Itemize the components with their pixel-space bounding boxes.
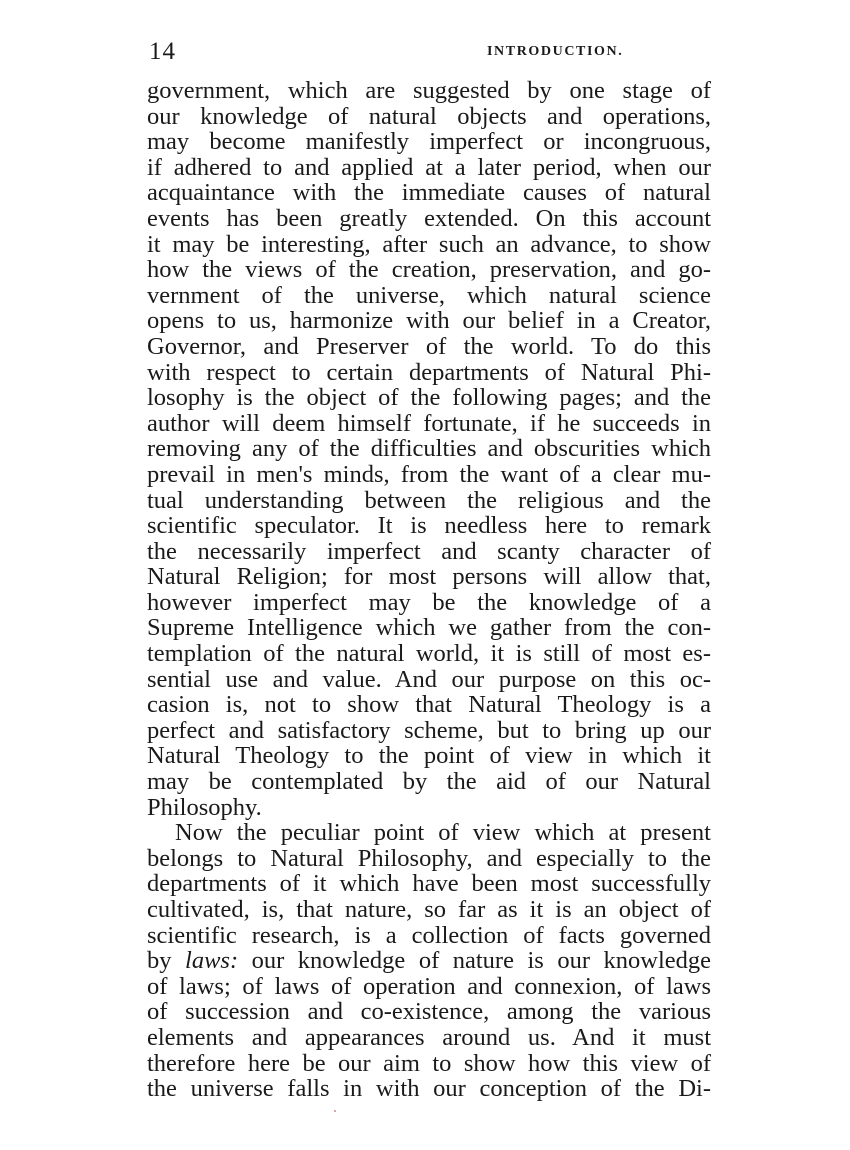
text-line: by laws: our knowledge of nature is our knowledge <box>147 947 711 975</box>
text-line: events has been greatly extended. On this account <box>147 204 711 232</box>
text-line: vernment of the universe, which natural science <box>147 281 711 309</box>
text-line: however imperfect may be the knowledge of a <box>147 588 711 616</box>
paragraph <box>147 78 711 820</box>
text-line: perfect and satisfactory scheme, but to bring up our <box>147 716 711 744</box>
text-line: losophy is the object of the following pages; and the <box>147 384 711 412</box>
text-line: departments of it which have been most successfully <box>147 870 711 898</box>
text-line: belongs to Natural Philosophy, and especially to the <box>147 844 711 872</box>
text-line: Natural Theology to the point of view in which it <box>147 742 711 770</box>
text-line: of laws; of laws of operation and connexion, of laws <box>147 972 711 1000</box>
text-line: opens to us, harmonize with our belief in a Creator, <box>147 307 711 335</box>
text-line: may be contemplated by the aid of our Natural <box>147 768 711 796</box>
page-number: 14 <box>149 38 176 65</box>
text-line: Supreme Intelligence which we gather from the con- <box>147 614 711 642</box>
text-line: the necessarily imperfect and scanty character of <box>147 537 711 565</box>
text-line: how the views of the creation, preservation, and go- <box>147 256 711 284</box>
text-line: it may be interesting, after such an advance, to show <box>147 230 711 258</box>
text-line: scientific speculator. It is needless here to remark <box>147 512 711 540</box>
text-line: Natural Religion; for most persons will allow that, <box>147 563 711 591</box>
text-line: Now the peculiar point of view which at present <box>175 819 711 847</box>
text-line: Governor, and Preserver of the world. To do this <box>147 332 711 360</box>
text-line: Philosophy. <box>147 793 262 821</box>
text-line: cultivated, is, that nature, so far as it is an object of <box>147 896 711 923</box>
body-text <box>147 78 711 1102</box>
text-line: of succession and co-existence, among the various <box>147 998 711 1026</box>
text-line: prevail in men's minds, from the want of a clear mu- <box>147 460 711 488</box>
text-line: removing any of the difficulties and obscurities which <box>147 435 711 463</box>
text-line: government, which are suggested by one stage of <box>147 77 711 104</box>
text-line: elements and appearances around us. And it must <box>147 1023 711 1051</box>
text-line: the universe falls in with our conception of the Di- <box>147 1075 711 1103</box>
text-line: casion is, not to show that Natural Theology is a <box>147 691 711 719</box>
page-header <box>149 38 711 72</box>
text-line: therefore here be our aim to show how this view of <box>147 1049 711 1077</box>
text-line: with respect to certain departments of Natural Phi- <box>147 358 711 386</box>
text-line: tual understanding between the religious and the <box>147 486 711 514</box>
text-line: if adhered to and applied at a later period, when our <box>147 153 711 181</box>
running-head: INTRODUCTION. <box>487 44 624 59</box>
text-line: author will deem himself fortunate, if he succeeds in <box>147 409 711 437</box>
emphasis-word: laws: <box>185 947 239 975</box>
text-line: templation of the natural world, it is still of most es- <box>147 640 711 668</box>
text-line: scientific research, is a collection of facts governed <box>147 921 711 949</box>
text-line: our knowledge of natural objects and operations, <box>147 102 711 130</box>
text-line: may become manifestly imperfect or incongruous, <box>147 128 711 156</box>
paragraph <box>147 820 711 1102</box>
text-line: sential use and value. And our purpose on this oc- <box>147 665 711 693</box>
text-line: acquaintance with the immediate causes of natural <box>147 179 711 207</box>
paper-speck <box>334 1110 336 1112</box>
